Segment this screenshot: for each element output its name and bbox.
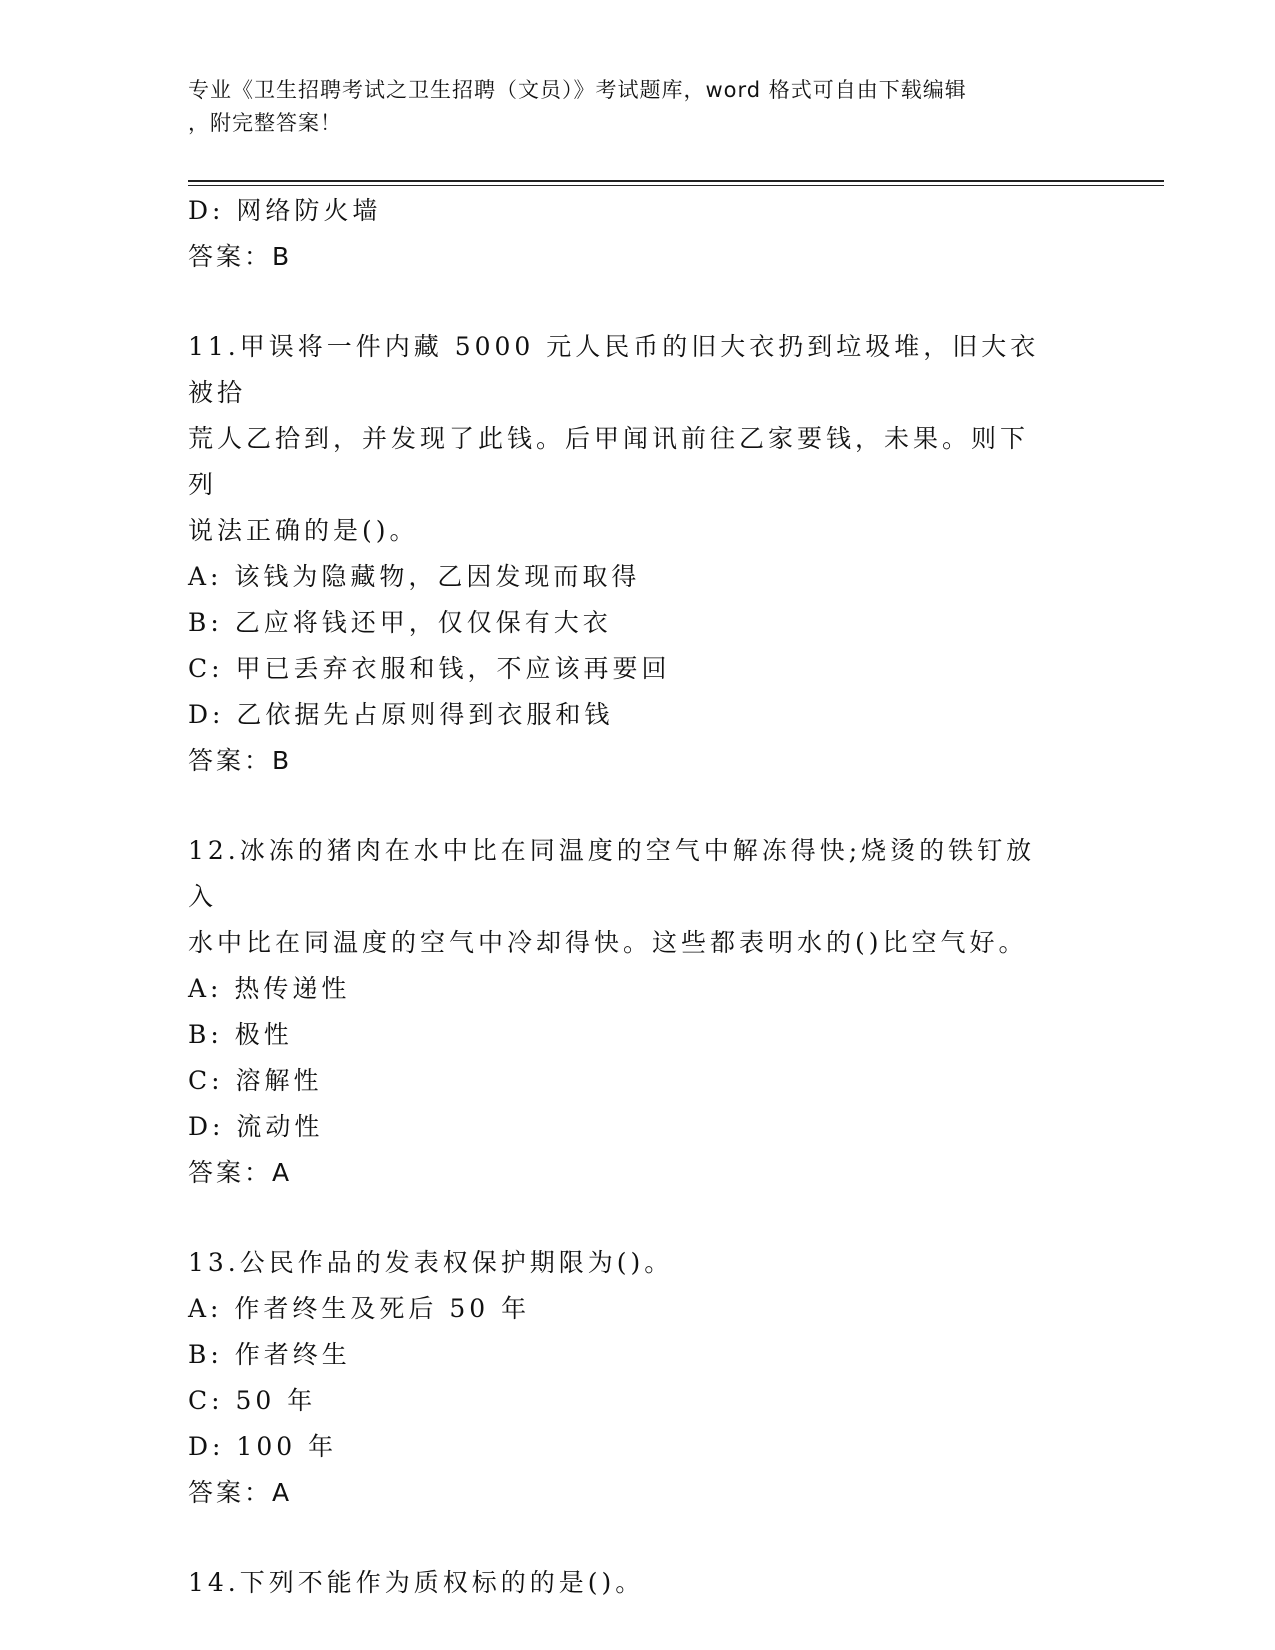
question-11 — [188, 324, 1068, 784]
question-line: 12.冰冻的猪肉在水中比在同温度的空气中解冻得快;烧烫的铁钉放入 — [188, 836, 1036, 911]
question-text — [188, 1560, 1048, 1606]
option-c: C: 溶解性 — [188, 1066, 323, 1095]
previous-question-tail — [188, 188, 1068, 280]
option-a: A: 作者终生及死后 50 年 — [188, 1294, 531, 1323]
question-line: 荒人乙拾到，并发现了此钱。后甲闻讯前往乙家要钱，未果。则下列 — [188, 424, 1030, 499]
question-text — [188, 828, 1048, 966]
option-c: C: 甲已丢弃衣服和钱，不应该再要回 — [188, 654, 671, 683]
option-a: A: 该钱为隐藏物，乙因发现而取得 — [188, 562, 641, 591]
option-c: C: 50 年 — [188, 1386, 317, 1415]
header-divider-thick — [188, 180, 1164, 182]
option-d: D: 乙依据先占原则得到衣服和钱 — [188, 700, 614, 729]
question-line: 14.下列不能作为质权标的的是()。 — [188, 1568, 645, 1597]
document-body — [188, 188, 1068, 1606]
question-13 — [188, 1240, 1068, 1516]
answer-label: 答案：A — [188, 1158, 293, 1187]
option-d: D: 网络防火墙 — [188, 196, 382, 225]
answer-label: 答案：B — [188, 746, 293, 775]
option-d: D: 流动性 — [188, 1112, 324, 1141]
header-divider-thin — [188, 185, 1164, 186]
question-line: 13.公民作品的发表权保护期限为()。 — [188, 1248, 674, 1277]
question-text — [188, 1240, 1048, 1286]
header-line-2: ，附完整答案！ — [188, 111, 342, 135]
option-d: D: 100 年 — [188, 1432, 338, 1461]
question-line: 水中比在同温度的空气中冷却得快。这些都表明水的()比空气好。 — [188, 928, 1028, 957]
answer-label: 答案：B — [188, 242, 293, 271]
option-b: B: 作者终生 — [188, 1340, 351, 1369]
question-text — [188, 324, 1048, 554]
option-b: B: 乙应将钱还甲，仅仅保有大衣 — [188, 608, 612, 637]
question-14 — [188, 1560, 1068, 1606]
header-line-1: 专业《卫生招聘考试之卫生招聘（文员）》考试题库，word 格式可自由下载编辑 — [188, 78, 967, 102]
question-line: 11.甲误将一件内藏 5000 元人民币的旧大衣扔到垃圾堆，旧大衣被拾 — [188, 332, 1040, 407]
option-a: A: 热传递性 — [188, 974, 351, 1003]
option-b: B: 极性 — [188, 1020, 293, 1049]
answer-label: 答案：A — [188, 1478, 293, 1507]
document-header — [188, 74, 1068, 140]
question-12 — [188, 828, 1068, 1196]
question-line: 说法正确的是()。 — [188, 516, 419, 545]
